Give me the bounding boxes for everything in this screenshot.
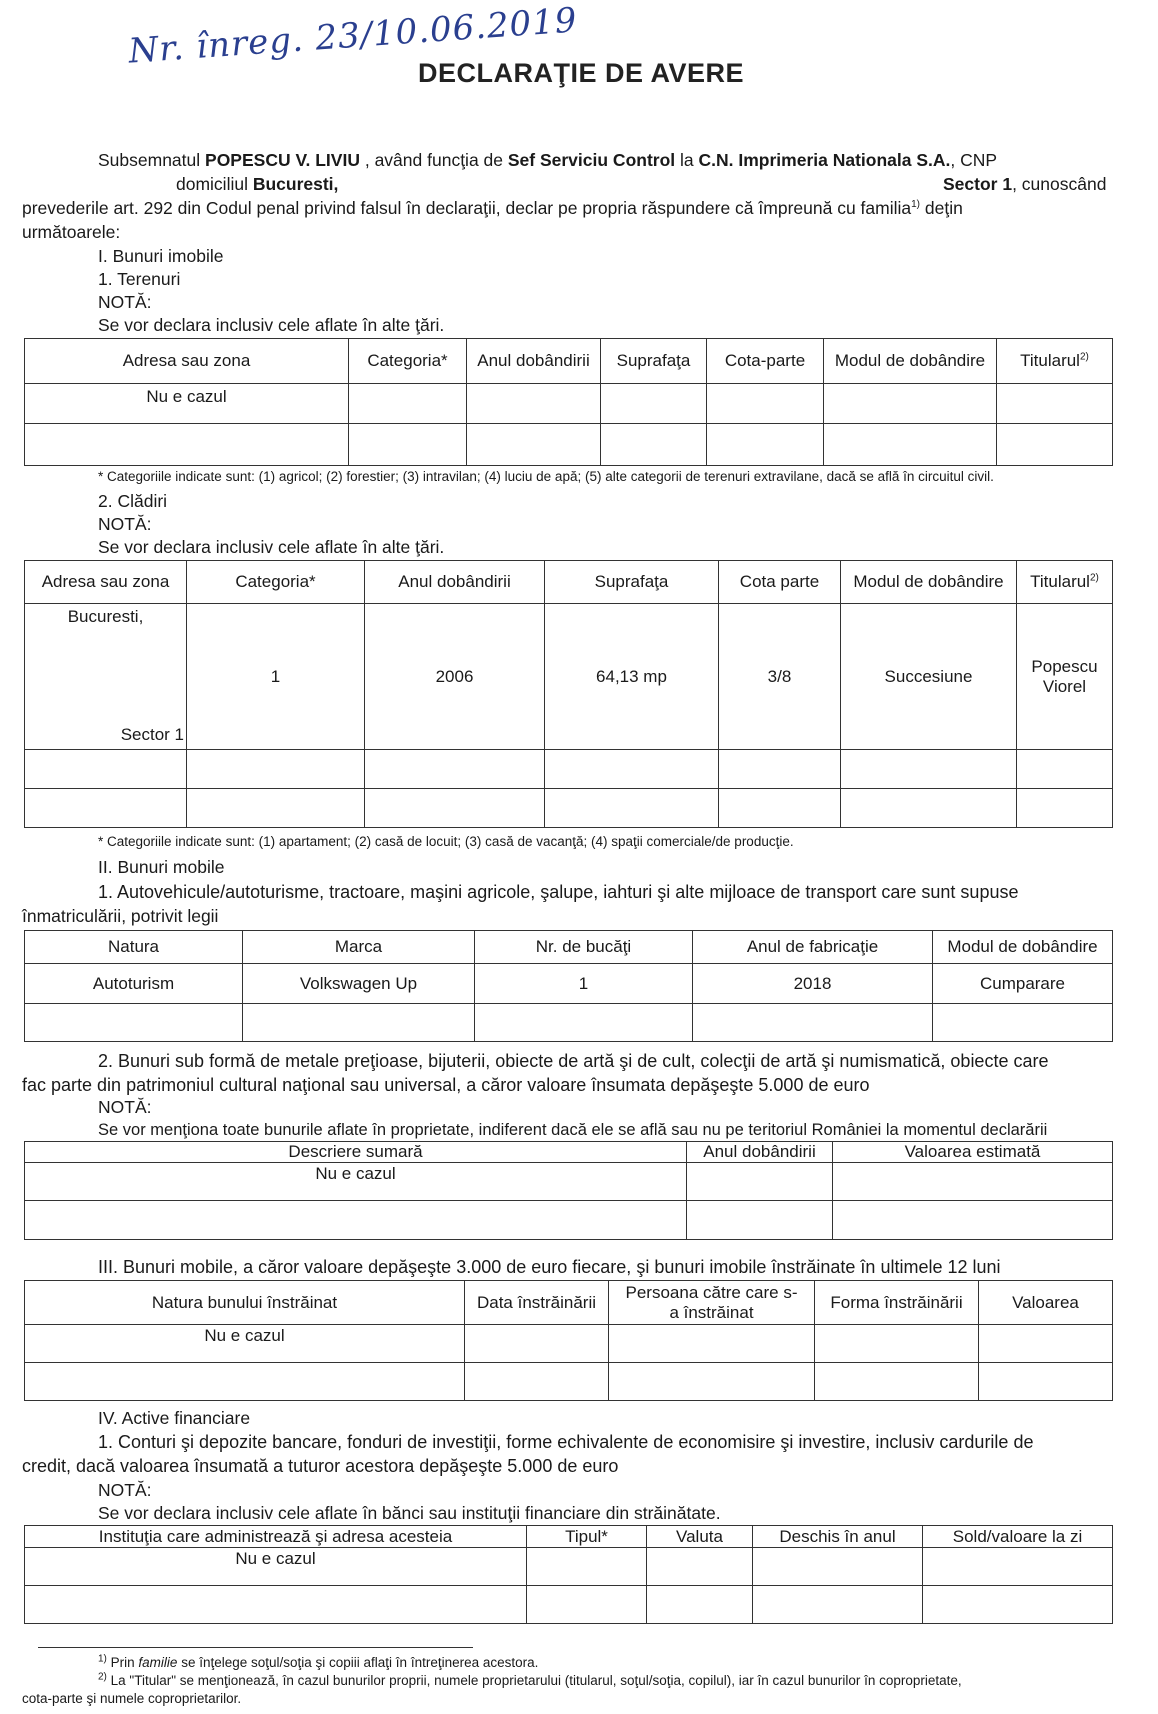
table-cell: Nu e cazul: [25, 384, 349, 424]
declarant-institution: C.N. Imprimeria Nationala S.A.: [698, 150, 951, 170]
col-header: Valuta: [647, 1526, 753, 1548]
intro-line-2b: Sector 1, cunoscând: [943, 174, 1107, 194]
nota-text: Se vor menţiona toate bunurile aflate în proprietate, indiferent dacă ele se află sau nu pe teritoriul României la momentul declarării: [98, 1121, 1048, 1139]
col-header: Forma înstrăinării: [815, 1281, 979, 1325]
col-header: Titularul$^{2)}$: [1017, 561, 1113, 604]
building-year: 2006: [365, 604, 545, 750]
section-4-1-text-line-1: 1. Conturi şi depozite bancare, fonduri de investiţii, forme echivalente de economisire şi investire, inclusiv cardurile de: [98, 1432, 1034, 1452]
col-header: Modul de dobândire: [933, 931, 1113, 964]
footnote-2-line-2: cota-parte şi numele coproprietarilor.: [22, 1691, 242, 1706]
land-table: [24, 338, 1113, 466]
section-2-2-text-line-2: fac parte din patrimoniul cultural naţional sau universal, a căror valoare însumata depăşeşte 5.000 de euro: [22, 1075, 870, 1095]
valuables-table: [24, 1141, 1113, 1240]
col-header: Categoria*: [187, 561, 365, 604]
col-header: Deschis în anul: [753, 1526, 923, 1548]
building-acquisition: Succesiune: [841, 604, 1017, 750]
col-header: Adresa sau zona: [25, 339, 349, 384]
col-header: Anul dobândirii: [687, 1142, 833, 1163]
section-1-1-heading: 1. Terenuri: [98, 269, 181, 289]
vehicle-type: Autoturism: [25, 964, 243, 1004]
col-header: Sold/valoare la zi: [923, 1526, 1113, 1548]
building-category: 1: [187, 604, 365, 750]
section-1-2-heading: 2. Clădiri: [98, 491, 168, 511]
section-2-2-text-line-1: 2. Bunuri sub formă de metale preţioase, bijuterii, obiecte de artă şi de cult, colecţii de artă şi numismatică, obiecte care: [98, 1051, 1049, 1071]
col-header: Marca: [243, 931, 475, 964]
table-cell: Nu e cazul: [25, 1548, 527, 1586]
section-4-heading: IV. Active financiare: [98, 1408, 251, 1428]
nota-label: NOTĂ:: [98, 514, 152, 534]
intro-line-3: prevederile art. 292 din Codul penal privind falsul în declaraţii, declar pe propria răspundere că împreună cu familia$^{1)}$ deţin: [22, 198, 963, 218]
col-header: Modul de dobândire: [824, 339, 997, 384]
nota-label: NOTĂ:: [98, 292, 152, 312]
nota-text: Se vor declara inclusiv cele aflate în bănci sau instituţii financiare din străinătate.: [98, 1503, 721, 1523]
col-header: Natura: [25, 931, 243, 964]
nota-text: Se vor declara inclusiv cele aflate în alte ţări.: [98, 315, 445, 335]
col-header: Anul dobândirii: [467, 339, 601, 384]
col-header: Suprafaţa: [545, 561, 719, 604]
building-owner: Popescu Viorel: [1017, 604, 1113, 750]
vehicle-count: 1: [475, 964, 693, 1004]
col-header: Anul de fabricaţie: [693, 931, 933, 964]
col-header: Tipul*: [527, 1526, 647, 1548]
col-header: Titularul$^{2)}$: [997, 339, 1113, 384]
disposed-assets-table: [24, 1280, 1113, 1401]
section-2-1-text-line-2: înmatriculării, potrivit legii: [22, 906, 219, 926]
table-cell: Nu e cazul: [25, 1325, 465, 1363]
vehicle-acquisition: Cumparare: [933, 964, 1113, 1004]
col-header: Adresa sau zona: [25, 561, 187, 604]
declarant-name: POPESCU V. LIVIU: [205, 150, 360, 170]
building-address: Bucuresti, Sector 1: [25, 604, 187, 750]
buildings-table: [24, 560, 1113, 828]
vehicle-year: 2018: [693, 964, 933, 1004]
col-header: Suprafaţa: [601, 339, 707, 384]
col-header: Modul de dobândire: [841, 561, 1017, 604]
col-header: Nr. de bucăţi: [475, 931, 693, 964]
intro-line-4: următoarele:: [22, 222, 121, 242]
col-header: Instituţia care administrează şi adresa acesteia: [25, 1526, 527, 1548]
vehicles-table: [24, 930, 1113, 1042]
footnote-divider: [38, 1647, 473, 1648]
vehicle-brand: Volkswagen Up: [243, 964, 475, 1004]
nota-label: NOTĂ:: [98, 1097, 152, 1117]
land-categories-footnote: * Categoriile indicate sunt: (1) agricol; (2) forestier; (3) intravilan; (4) luciu de apă; (5) alte categorii de terenuri extravilane, dacă se află în circuitul civil.: [98, 469, 994, 484]
col-header: Persoana către care s-a înstrăinat: [609, 1281, 815, 1325]
section-2-heading: II. Bunuri mobile: [98, 857, 225, 877]
section-3-heading: III. Bunuri mobile, a căror valoare depăşeşte 3.000 de euro fiecare, şi bunuri imobile înstrăinate în ultimele 12 luni: [98, 1257, 1001, 1277]
nota-text: Se vor declara inclusiv cele aflate în alte ţări.: [98, 537, 445, 557]
footnote-1: $^{1)}$ Prin familie se înţelege soţul/soţia şi copiii aflaţi în întreţinerea acestora.: [98, 1653, 539, 1670]
col-header: Valoarea estimată: [833, 1142, 1113, 1163]
intro-line-1: Subsemnatul POPESCU V. LIVIU , având funcţia de Sef Serviciu Control la C.N. Imprimeria Nationala S.A., CNP: [98, 150, 998, 170]
col-header: Natura bunului înstrăinat: [25, 1281, 465, 1325]
col-header: Valoarea: [979, 1281, 1113, 1325]
col-header: Cota-parte: [707, 339, 824, 384]
section-1-heading: I. Bunuri imobile: [98, 246, 224, 266]
table-cell: Nu e cazul: [25, 1163, 687, 1201]
building-categories-footnote: * Categoriile indicate sunt: (1) apartament; (2) casă de locuit; (3) casă de vacanţă; (4) spaţii comerciale/de producţie.: [98, 834, 794, 849]
building-surface: 64,13 mp: [545, 604, 719, 750]
col-header: Categoria*: [349, 339, 467, 384]
footnote-2-line-1: $^{2)}$ La "Titular" se menţionează, în cazul bunurilor proprii, numele proprietarului (titularul, soţul/soţia, copilul), iar în cazul bunurilor în coproprietate,: [98, 1671, 962, 1688]
section-4-1-text-line-2: credit, dacă valoarea însumată a tuturor acestora depăşeşte 5.000 de euro: [22, 1456, 619, 1476]
intro-line-2a: domiciliul Bucuresti,: [176, 174, 339, 194]
section-2-1-text-line-1: 1. Autovehicule/autoturisme, tractoare, maşini agricole, şalupe, iahturi şi alte mijloace de transport care sunt supuse: [98, 882, 1019, 902]
building-share: 3/8: [719, 604, 841, 750]
bank-accounts-table: [24, 1525, 1113, 1624]
col-header: Anul dobândirii: [365, 561, 545, 604]
declarant-function: Sef Serviciu Control: [507, 150, 676, 170]
col-header: Descriere sumară: [25, 1142, 687, 1163]
col-header: Cota parte: [719, 561, 841, 604]
document-title: DECLARAŢIE DE AVERE: [418, 58, 745, 88]
nota-label: NOTĂ:: [98, 1480, 152, 1500]
handwritten-registration-number: Nr. înreg. 23/10.06.2019: [127, 0, 579, 72]
col-header: Data înstrăinării: [465, 1281, 609, 1325]
